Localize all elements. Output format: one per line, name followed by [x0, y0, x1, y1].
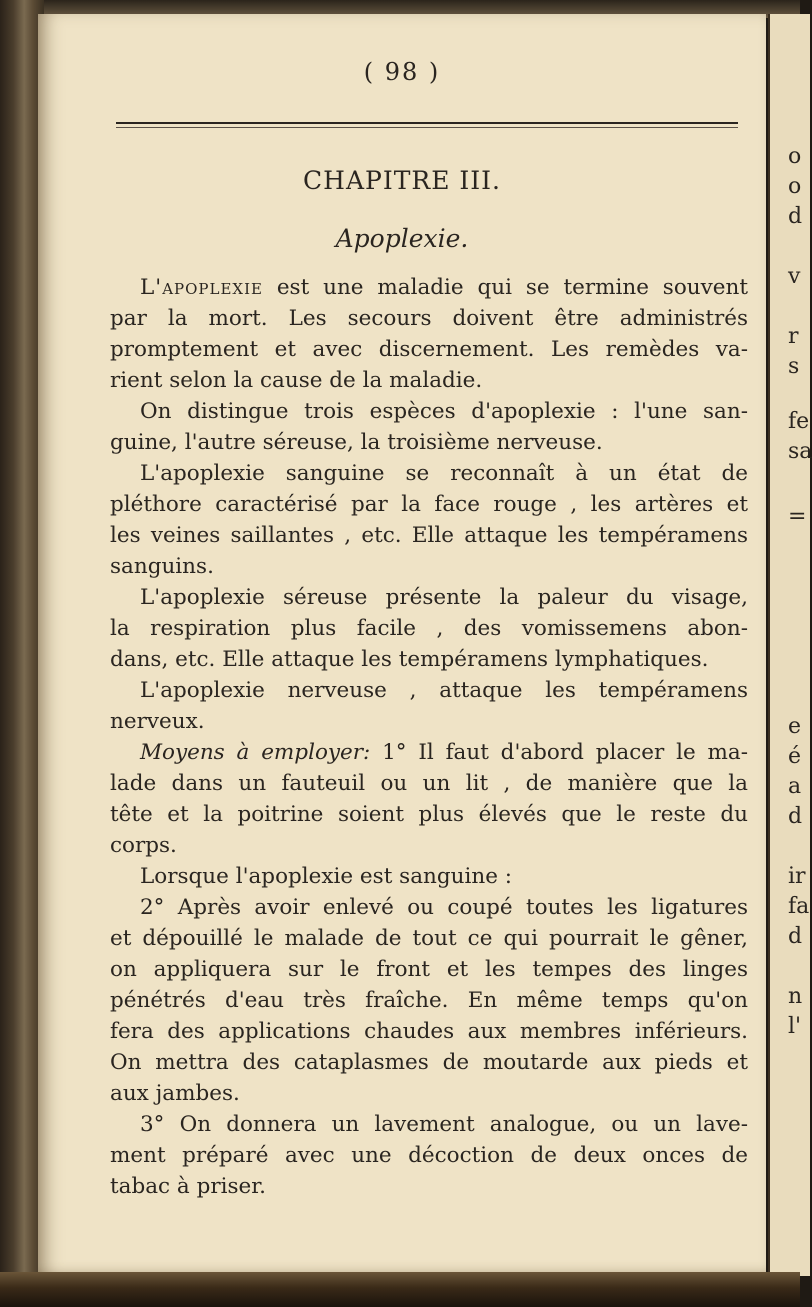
text-line: on appliquera sur le front et les tempes des linges: [110, 957, 748, 982]
adjacent-fragment: ir: [788, 864, 806, 889]
book-page: [38, 14, 766, 1276]
adjacent-fragment: fe: [788, 409, 810, 434]
adjacent-fragment: v: [788, 264, 801, 289]
text-line: On mettra des cataplasmes de moutarde aux pieds et: [110, 1050, 748, 1075]
text-line: pléthore caractérisé par la face rouge , les artères et: [110, 492, 748, 517]
adjacent-fragment: e: [788, 714, 802, 739]
text-line: fera des applications chaudes aux membres inférieurs.: [110, 1019, 748, 1044]
adjacent-fragment: s: [788, 354, 800, 379]
text-line: L'apoplexie séreuse présente la paleur du visage,: [140, 585, 748, 610]
adjacent-fragment: n: [788, 984, 803, 1009]
book-bottom-edge: [0, 1272, 800, 1307]
adjacent-fragment: é: [788, 744, 802, 769]
text-line: 2° Après avoir enlevé ou coupé toutes les ligatures: [140, 895, 748, 920]
text-line: Lorsque l'apoplexie est sanguine :: [140, 864, 512, 889]
text-line: les veines saillantes , etc. Elle attaque les tempéramens: [110, 523, 748, 548]
text-line: par la mort. Les secours doivent être administrés: [110, 306, 748, 331]
page-number: ( 98 ): [363, 58, 441, 86]
adjacent-fragment: o: [788, 174, 802, 199]
text-line: L'apoplexie sanguine se reconnaît à un état de: [140, 461, 748, 486]
adjacent-fragment: =: [788, 504, 807, 529]
text-line: la respiration plus facile , des vomissemens abon-: [110, 616, 748, 641]
adjacent-fragment: l': [788, 1014, 802, 1039]
header-rule-thin: [116, 127, 738, 128]
small-caps-word: L'apoplexie: [140, 275, 263, 300]
text-line: promptement et avec discernement. Les remèdes va-: [110, 337, 748, 362]
adjacent-fragment: d: [788, 204, 803, 229]
text-line: pénétrés d'eau très fraîche. En même temps qu'on: [110, 988, 748, 1013]
text-fragment: est une maladie qui se termine souvent: [262, 275, 748, 300]
text-line: nerveux.: [110, 709, 205, 734]
text-line: 3° On donnera un lavement analogue, ou un lave-: [140, 1112, 748, 1137]
text-line: corps.: [110, 833, 177, 858]
text-line: dans, etc. Elle attaque les tempéramens lymphatiques.: [110, 647, 709, 672]
text-line: ment préparé avec une décoction de deux onces de: [110, 1143, 748, 1168]
text-fragment: 1° Il faut d'abord placer le ma-: [370, 740, 748, 765]
adjacent-fragment: d: [788, 924, 803, 949]
text-line: et dépouillé le malade de tout ce qui pourrait le gêner,: [110, 926, 748, 951]
adjacent-fragment: fa: [788, 894, 810, 919]
text-line: tabac à priser.: [110, 1174, 266, 1199]
text-line: tête et la poitrine soient plus élevés que le reste du: [110, 802, 748, 827]
text-line: On distingue trois espèces d'apoplexie : l'une san-: [140, 399, 748, 424]
text-line: rient selon la cause de la maladie.: [110, 368, 483, 393]
header-rule: [116, 122, 738, 124]
text-line: [110, 272, 748, 303]
text-line: sanguins.: [110, 554, 214, 579]
body-text: [110, 272, 748, 1202]
text-line: L'apoplexie nerveuse , attaque les tempéramens: [140, 678, 748, 703]
adjacent-fragment: r: [788, 324, 799, 349]
chapter-subtitle: Apoplexie.: [335, 224, 469, 253]
text-line: lade dans un fauteuil ou un lit , de manière que la: [110, 771, 748, 796]
italic-heading: Moyens à employer:: [140, 740, 371, 765]
adjacent-fragment: d: [788, 804, 803, 829]
chapter-heading: CHAPITRE III.: [303, 166, 501, 195]
text-line: guine, l'autre séreuse, la troisième nerveuse.: [110, 430, 603, 455]
text-line: [110, 737, 748, 768]
text-line: aux jambes.: [110, 1081, 240, 1106]
adjacent-fragment: sa: [788, 439, 812, 464]
adjacent-fragment: a: [788, 774, 802, 799]
adjacent-page-edge: [768, 14, 810, 1276]
adjacent-fragment: o: [788, 144, 802, 169]
